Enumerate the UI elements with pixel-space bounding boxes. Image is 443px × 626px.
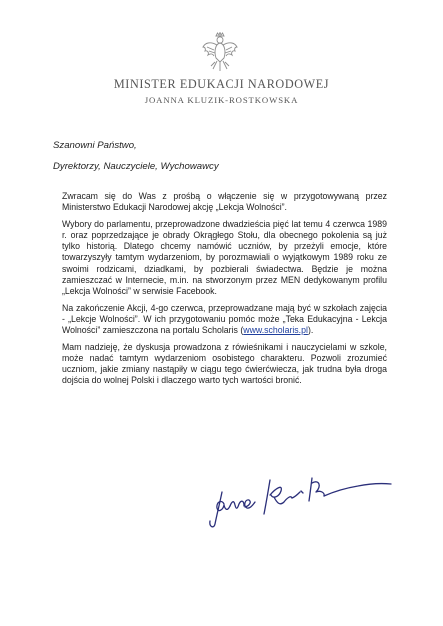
scholaris-link[interactable]: www.scholaris.pl xyxy=(243,325,308,336)
handwritten-signature-icon xyxy=(208,450,398,530)
recipients-line: Dyrektorzy, Nauczyciele, Wychowawcy xyxy=(53,161,219,172)
paragraph-2: Wybory do parlamentu, przeprowadzone dwadzieścia pięć lat temu 4 czerwca 1989 r. oraz poprzedzające je obrady Okrągłego Stołu, dla obecnego pokolenia są już tylko historią. Dlatego chcemy namówić uczniów, by przeżyli emocje, które towarzyszyły tamtym wydarzeniom, by porozmawiali o wyjątkowym 1989 roku ze swoimi rodzicami, dziadkami, by pozbierali świadectwa. Będzie je można zamieszczać w Internecie, m.in. na stworzonym przez MEN dedykowanym profilu „Lekcja Wolności” w serwisie Facebook. xyxy=(62,219,387,296)
paragraph-3: Na zakończenie Akcji, 4-go czerwca, przeprowadzane mają być w szkołach zajęcia - „Lekcje Wolności”. W ich przygotowaniu pomóc może „Teka Edukacyjna - Lekcja Wolności” zamieszczona na portalu Scholaris (www.scholaris.pl). xyxy=(62,302,387,336)
paragraph-4: Mam nadzieję, że dyskusja prowadzona z rówieśnikami i nauczycielami w szkole, może nadać tamtym wydarzeniom osobistego charakteru. Pozwoli zrozumieć uczniom, jakie zmiany nastąpiły w ciągu tego ćwierćwiecza, jak trudna była droga dojścia do wolnej Polski i dlaczego warto tych wartości bronić. xyxy=(62,342,387,386)
ministry-title: MINISTER EDUKACJI NARODOWEJ xyxy=(113,77,330,91)
salutation: Szanowni Państwo, xyxy=(53,140,137,151)
polish-eagle-emblem-icon xyxy=(202,32,238,72)
paragraph-3-text: Na zakończenie Akcji, 4-go czerwca, przeprowadzane mają być w szkołach zajęcia - „Lekcje Wolności”. W ich przygotowaniu pomóc może „Teka Edukacyjna - Lekcja Wolności” zamieszczona na portalu Scholaris xyxy=(62,302,387,336)
letter-body xyxy=(62,191,387,393)
minister-name: JOANNA KLUZIK-ROSTKOWSKA xyxy=(144,95,299,105)
paragraph-1: Zwracam się do Was z prośbą o włączenie się w przygotowywaną przez Ministerstwo Edukacji Narodowej akcję „Lekcja Wolności”. xyxy=(62,191,387,213)
